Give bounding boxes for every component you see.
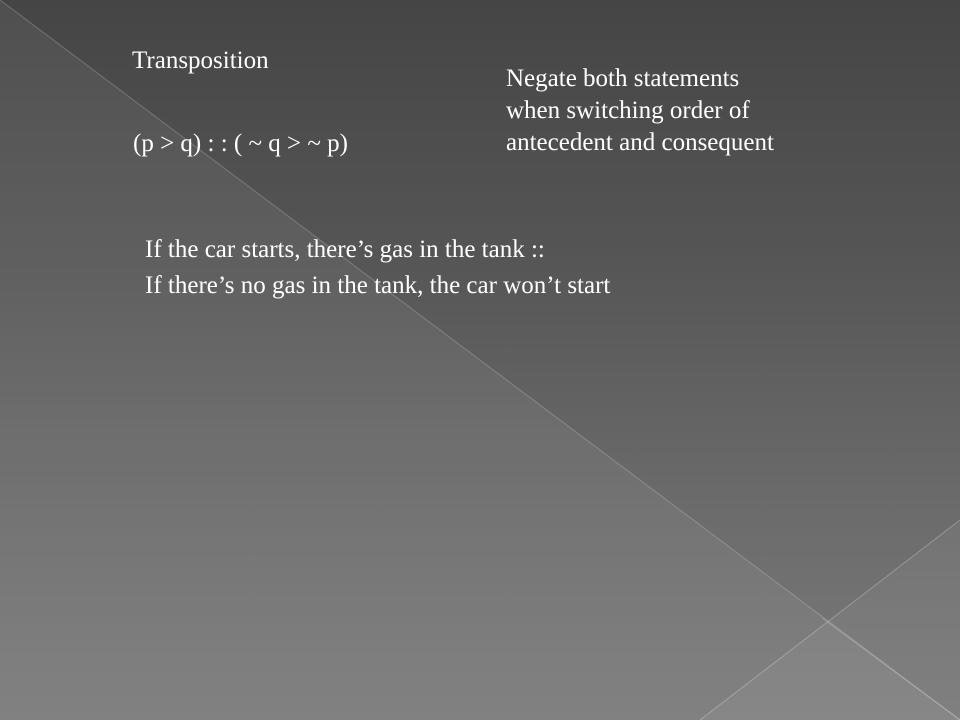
slide-title: Transposition	[132, 47, 269, 74]
example-line: If the car starts, there’s gas in the tank ::	[145, 236, 545, 263]
example-line: If there’s no gas in the tank, the car won’t start	[145, 272, 611, 299]
transposition-formula: (p > q) : : ( ~ q > ~ p)	[133, 130, 348, 157]
example-statement	[145, 232, 610, 304]
rule-note-line: antecedent and consequent	[506, 129, 774, 156]
rule-note-line: Negate both statements	[506, 65, 740, 92]
rule-note	[506, 63, 774, 159]
rule-note-line: when switching order of	[506, 97, 750, 124]
